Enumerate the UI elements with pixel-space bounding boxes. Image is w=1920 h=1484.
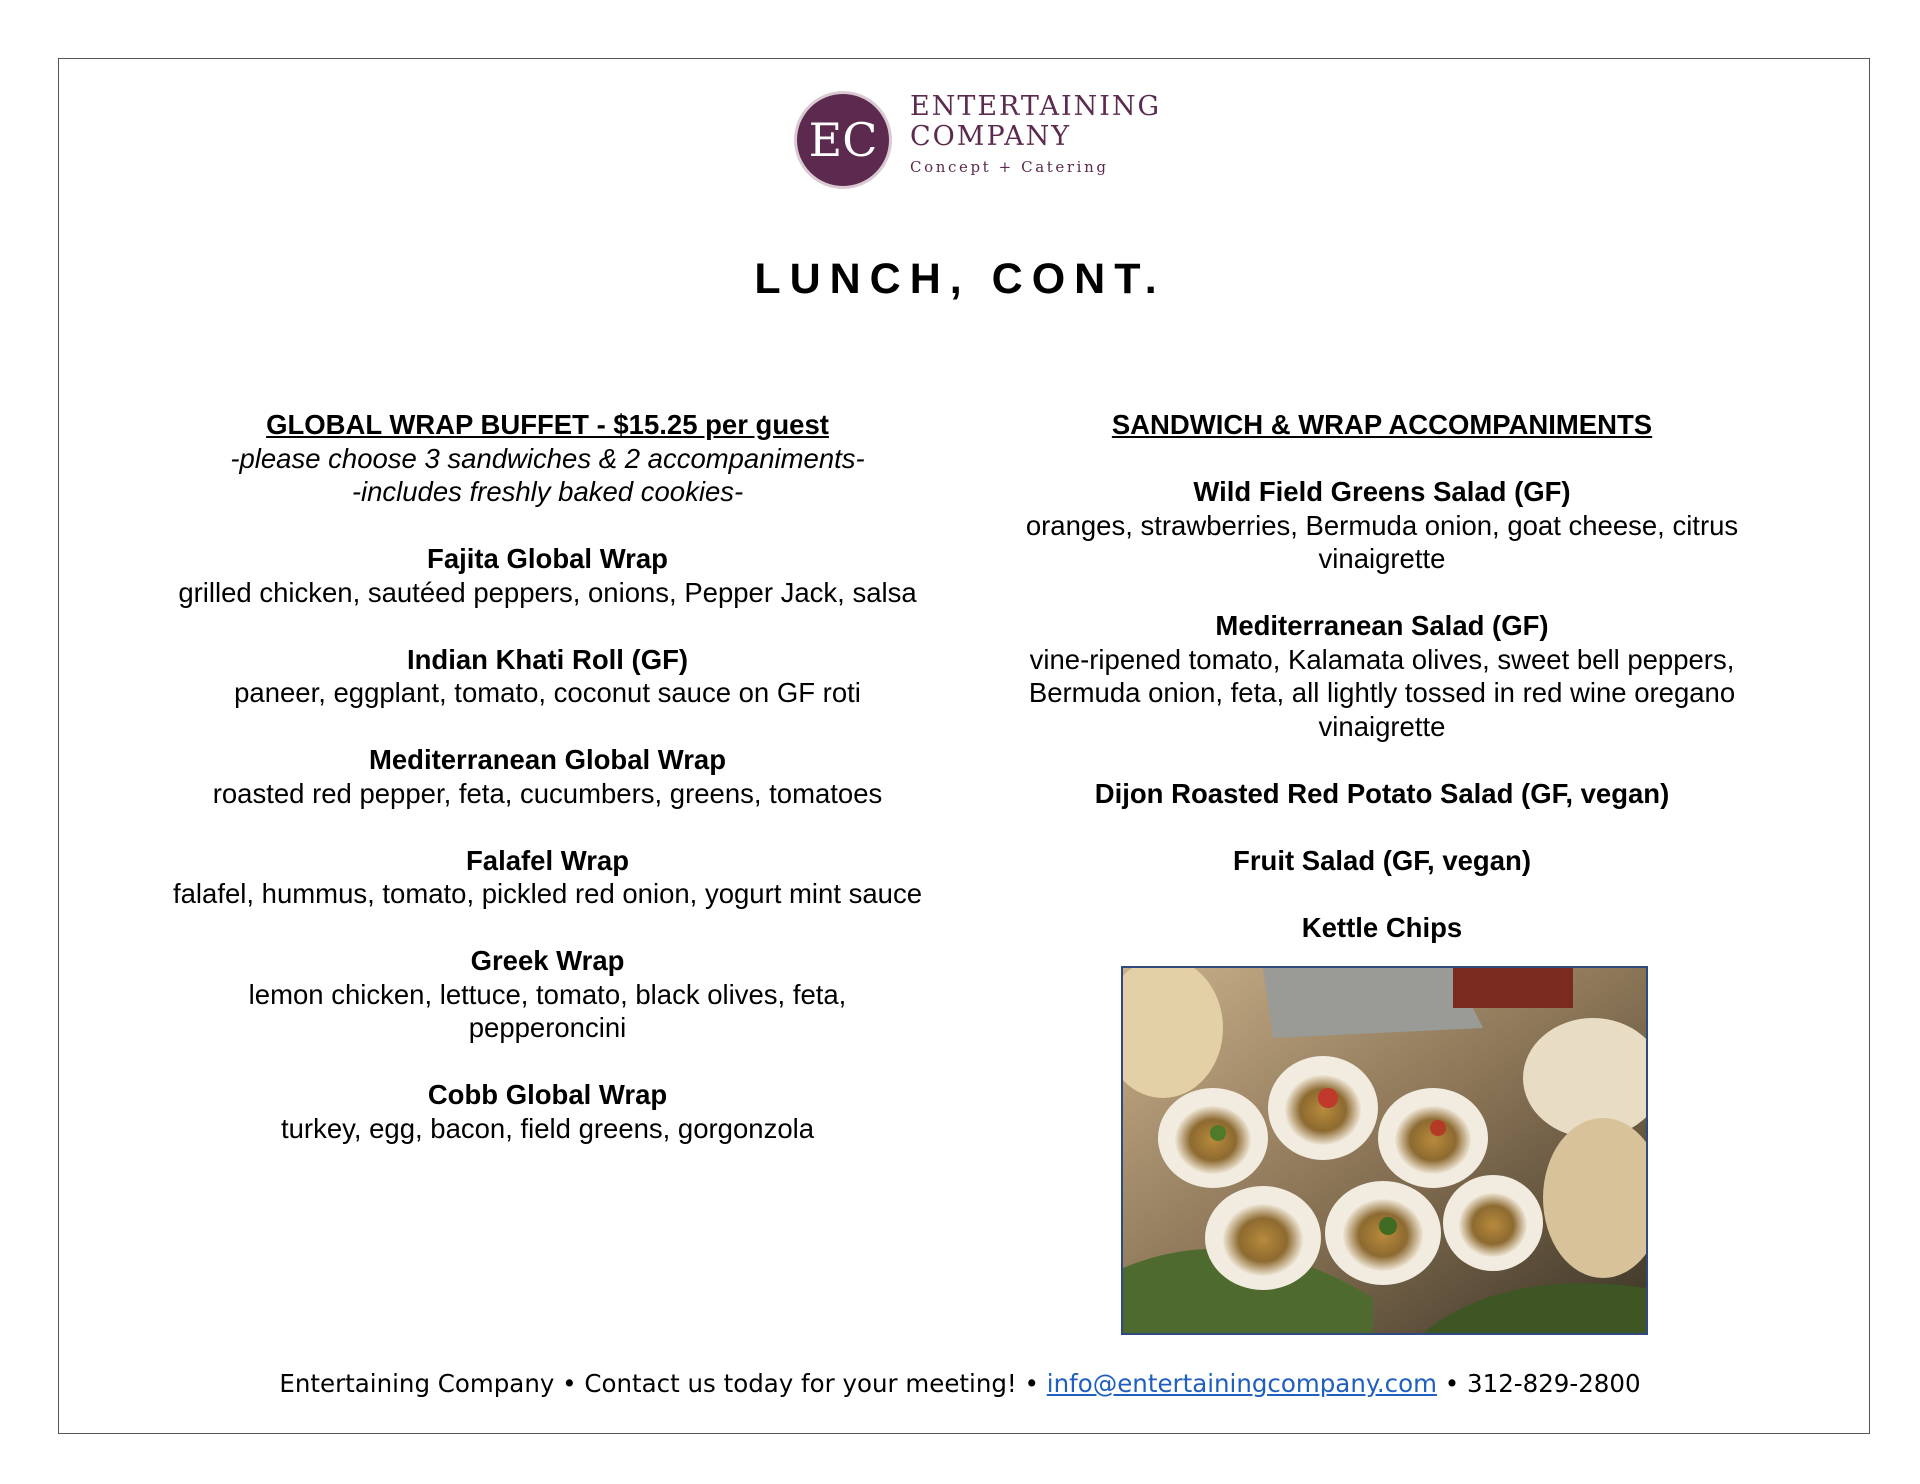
menu-item-name: Greek Wrap <box>470 945 625 976</box>
wraps-photo <box>1121 966 1648 1335</box>
email-link[interactable]: info@entertainingcompany.com <box>1046 1369 1437 1398</box>
menu-item-name: Mediterranean Salad (GF) <box>1215 610 1549 641</box>
accompaniments-section <box>1007 408 1757 944</box>
section-heading: GLOBAL WRAP BUFFET - $15.25 per guest <box>266 409 829 440</box>
logo-tagline: Concept + Catering <box>910 158 1109 176</box>
footer-company: Entertaining Company <box>279 1369 555 1398</box>
footer-bullet: • <box>1444 1369 1460 1398</box>
section-heading: SANDWICH & WRAP ACCOMPANIMENTS <box>1111 409 1653 440</box>
menu-item-name: Falafel Wrap <box>465 844 629 876</box>
menu-item-description: grilled chicken, sautéed peppers, onions, Pepper Jack, salsa <box>178 576 917 608</box>
menu-item-description: paneer, eggplant, tomato, coconut sauce on GF roti <box>234 677 861 708</box>
footer-phone: 312-829-2800 <box>1467 1369 1641 1398</box>
menu-item-description: turkey, egg, bacon, field greens, gorgonzola <box>280 1112 815 1144</box>
menu-item-description: oranges, strawberries, Bermuda onion, goat cheese, citrus vinaigrette <box>1025 509 1739 574</box>
logo-name-line2: COMPANY <box>910 121 1072 152</box>
wrap-buffet-section <box>170 408 925 1145</box>
section-note: -includes freshly baked cookies- <box>351 476 744 507</box>
menu-item-description: vine-ripened tomato, Kalamata olives, sweet bell peppers, Bermuda onion, feta, all lightly tossed in red wine oregano vinaigrette <box>1028 643 1736 742</box>
logo-emblem-icon <box>790 88 900 192</box>
menu-item-description: lemon chicken, lettuce, tomato, black olives, feta, pepperoncini <box>248 978 847 1043</box>
footer-bullet: • <box>562 1369 577 1398</box>
logo-name-line1: ENTERTAINING <box>910 91 1162 122</box>
company-logo <box>790 88 1162 192</box>
menu-item-name: Fruit Salad (GF, vegan) <box>1233 844 1531 876</box>
footer-cta: Contact us today for your meeting! <box>584 1369 1017 1398</box>
menu-item-name: Fajita Global Wrap <box>427 543 668 574</box>
menu-item-description: falafel, hummus, tomato, pickled red onion, yogurt mint sauce <box>173 878 922 909</box>
menu-item-description: roasted red pepper, feta, cucumbers, greens, tomatoes <box>212 777 883 809</box>
menu-item-name: Cobb Global Wrap <box>427 1079 668 1110</box>
logo-initials: EC <box>808 113 878 167</box>
menu-item-name: Indian Khati Roll (GF) <box>406 643 689 675</box>
section-note: -please choose 3 sandwiches & 2 accompaniments- <box>230 442 865 474</box>
menu-item-name: Mediterranean Global Wrap <box>368 744 727 775</box>
page-title: LUNCH, CONT. <box>754 255 1166 303</box>
menu-item-name: Kettle Chips <box>1301 911 1463 943</box>
wraps-photo-illustration <box>1123 968 1646 1333</box>
footer-contact <box>0 1369 1920 1398</box>
menu-item-name: Dijon Roasted Red Potato Salad (GF, vegan) <box>1094 777 1670 809</box>
menu-item-name: Wild Field Greens Salad (GF) <box>1193 476 1571 507</box>
footer-bullet: • <box>1024 1369 1039 1398</box>
